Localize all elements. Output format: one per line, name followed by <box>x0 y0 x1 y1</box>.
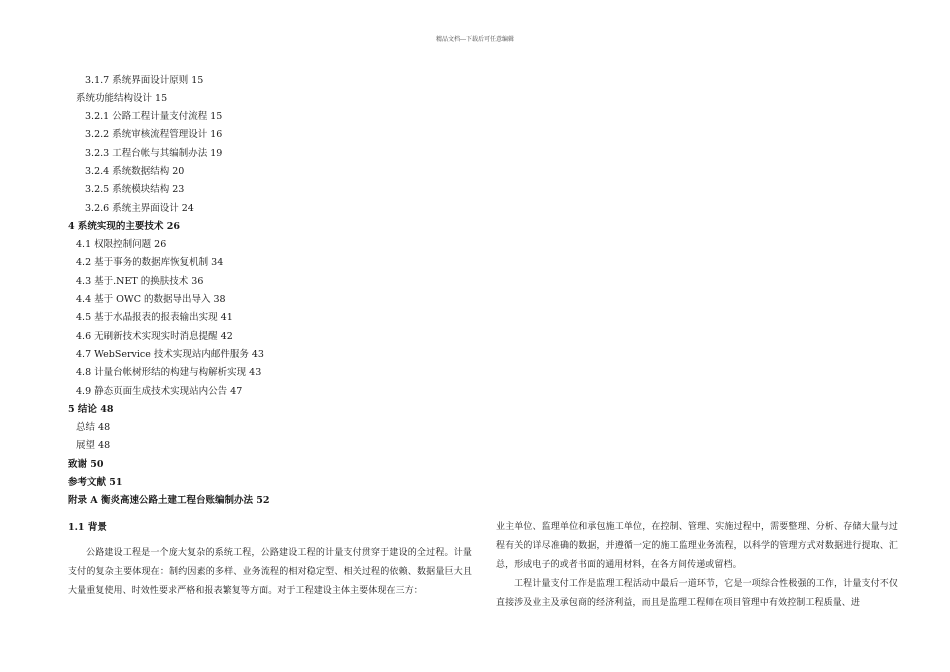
toc-entry[interactable]: 附录 A 衡炎高速公路土建工程台账编制办法 52 <box>68 495 270 506</box>
toc-entry[interactable]: 3.2.4 系统数据结构 20 <box>85 166 185 177</box>
toc-entry[interactable]: 总结 48 <box>76 422 111 433</box>
body-column-left <box>68 544 472 601</box>
toc-entry[interactable]: 3.2.3 工程台帐与其编制办法 19 <box>85 148 223 159</box>
toc-entry[interactable]: 3.2.6 系统主界面设计 24 <box>85 203 194 214</box>
toc-entry[interactable]: 参考文献 51 <box>68 477 123 488</box>
toc-entry[interactable]: 3.2.5 系统模块结构 23 <box>85 184 185 195</box>
toc-entry[interactable]: 4.8 计量台帐树形结的构建与构解析实现 43 <box>76 367 262 378</box>
toc-entry[interactable]: 4.6 无刷新技术实现实时消息提醒 42 <box>76 331 233 342</box>
toc-entry[interactable]: 4.3 基于.NET 的换肤技术 36 <box>76 276 204 287</box>
toc-entry[interactable]: 4.1 权限控制问题 26 <box>76 239 167 250</box>
toc-entry[interactable]: 3.2.2 系统审核流程管理设计 16 <box>85 129 223 140</box>
section-heading: 1.1 背景 <box>68 522 107 533</box>
toc-entry[interactable]: 4.4 基于 OWC 的数据导出导入 38 <box>76 294 226 305</box>
page-header: 精品文档---下载后可任意编辑 <box>435 36 515 43</box>
toc-entry[interactable]: 展望 48 <box>76 440 111 451</box>
toc-entry[interactable]: 致谢 50 <box>68 459 104 470</box>
body-paragraph: 工程计量支付工作是监理工程活动中最后一道环节，它是一项综合性极强的工作，计量支付不仅直接涉及业主及承包商的经济利益，而且是监理工程师在项目管理中有效控制工程质量、进 <box>496 579 898 608</box>
body-paragraph: 公路建设工程是一个庞大复杂的系统工程，公路建设工程的计量支付贯穿于建设的全过程。计量支付的复杂主要体现在：制约因素的多样、业务流程的相对稳定型、相关过程的依赖、数据量巨大且大量重复使用、时效性要求严格和报表繁复等方面。对于工程建设主体主要体现在三方： <box>68 548 472 596</box>
toc-entry[interactable]: 4.5 基于水晶报表的报表输出实现 41 <box>76 312 233 323</box>
body-paragraph: 业主单位、监理单位和承包施工单位，在控制、管理、实施过程中，需要整理、分析、存储大量与过程有关的详尽准确的数据，并遵循一定的施工监理业务流程，以科学的管理方式对数据进行提取、汇总，形成电子的或者书面的通用材料，在各方间传递或留档。 <box>496 522 898 570</box>
toc-entry[interactable]: 4.9 静态页面生成技术实现站内公告 47 <box>76 386 243 397</box>
toc-entry[interactable]: 4 系统实现的主要技术 26 <box>68 221 180 232</box>
toc-entry[interactable]: 系统功能结构设计 15 <box>76 93 168 104</box>
toc-entry[interactable]: 3.1.7 系统界面设计原则 15 <box>85 75 204 86</box>
toc-entry[interactable]: 3.2.1 公路工程计量支付流程 15 <box>85 111 223 122</box>
body-column-right <box>496 518 898 613</box>
toc-entry[interactable]: 5 结论 48 <box>68 404 114 415</box>
toc-entry[interactable]: 4.2 基于事务的数据库恢复机制 34 <box>76 257 224 268</box>
toc-entry[interactable]: 4.7 WebService 技术实现站内邮件服务 43 <box>76 349 264 360</box>
